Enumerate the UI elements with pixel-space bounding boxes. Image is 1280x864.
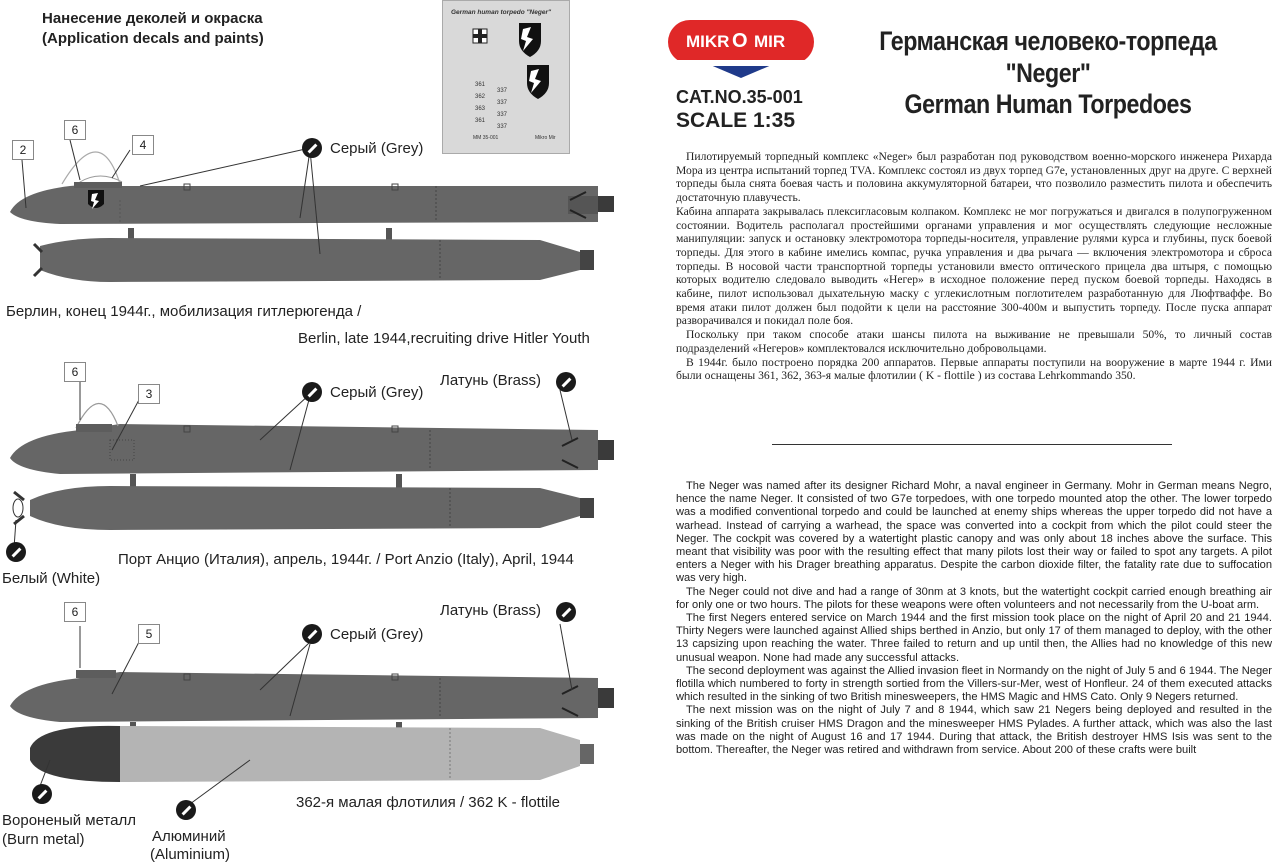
paint-brush-icon — [176, 800, 196, 820]
paint-brush-icon — [302, 624, 322, 644]
caption-berlin-ru: Берлин, конец 1944г., мобилизация гитлерюгенда / — [6, 303, 362, 320]
callout-6: 6 — [64, 602, 86, 622]
label-alu-en: (Aluminium) — [150, 846, 231, 863]
label-alu-ru: Алюминий — [152, 828, 226, 845]
mikro-mir-logo — [668, 20, 814, 80]
callout-2: 2 — [12, 140, 34, 160]
ru-paragraph: Кабина аппарата закрывалась плексигласовым колпаком. Комплекс не мог погружаться и двигался в полупогруженном состоянии. Водитель располагал простейшими органами управления и мог осуществлять следующие несложные манипуляции: запуск и остановку электромотора торпеды-носителя, управление рулями курса и глубины, пуск боевой торпеды. Для этого в кабине имелись компас, ручка управления и два рычага — включения электромотора и сброса торпеды. В носовой части транспортной торпеды установили вместо оптического прицела два штыря, с помощью которых водителю следовало выводить «Негер» в исходное положение перед пуском боевой торпеды. Находясь в кабине, пилот использовал дыхательную маску с углекислотным поглотителем разработанную для Люфтваффе. Во время атаки пилот должен был подойти к цели на расстояние 300-400м и выпустить торпеду. После пуска аппарат разворачивался и покидал поле боя. — [676, 204, 1272, 328]
decal-codes-b: 337 337 337 337 — [497, 88, 508, 130]
en-paragraph: The next mission was on the night of July 7 and 8 1944, which saw 21 Negers being deployed and resulted in the sinking of the British cruiser HMS Dragon and the minesweeper HMS Pylades. A further attack, which was also the last was made on the night of August 16 and 17 1944. During that attack, the British destroyer HMS Isis was sent to the bottom. Thereafter, the Neger was retired and withdrawn from service. About 200 of these crafts were built — [676, 704, 1272, 757]
en-body — [676, 480, 1272, 757]
logo-left-text: MIKR — [686, 32, 730, 51]
callout-5: 5 — [138, 624, 160, 644]
catalog-number: CAT.NO.35-001 — [676, 87, 803, 107]
title-en: German Human Torpedoes — [904, 89, 1192, 119]
en-paragraph: The Neger could not dive and had a range of 30nm at 3 knots, but the watertight cockpit carried enough breathing air for only one or two hours. The pilots for these weapons were often volunteers and not necessarily from the U-boat arm. — [676, 585, 1272, 611]
caption-flottile: 362-я малая флотилия / 362 K - flottile — [296, 794, 561, 811]
callout-4: 4 — [132, 135, 154, 155]
logo-right-text: MIR — [754, 32, 786, 51]
en-paragraph: The second deployment was against the Allied invasion fleet in Normandy on the night of July 5 and 6 1944. The Neger flotilla which numbered to forty in strength sortied from the Villers-sur-Mer, west of Honfleur. 24 of them executed attacks which resulted in the sinking of two British minesweepers, the HMS Magic and HMS Cato. Only 9 Negers returned. — [676, 664, 1272, 704]
callout-6: 6 — [64, 120, 86, 140]
caption-berlin-en: Berlin, late 1944,recruiting drive Hitler Youth — [298, 330, 590, 347]
torpedo-set-1 — [10, 140, 614, 282]
label-grey: Серый (Grey) — [330, 384, 424, 401]
torpedo-set-2 — [10, 380, 614, 548]
ru-paragraph: В 1944г. было построено порядка 200 аппаратов. Первые аппараты поступили на вооружение в марте 1944 г. Ими были оснащены 361, 362, 363-я малые флотилии ( K - flottile ) из состава Lehrkommando 350. — [676, 355, 1272, 383]
decal-header-en: (Application decals and paints) — [42, 30, 264, 47]
paint-brush-icon — [302, 382, 322, 402]
label-white: Белый (White) — [2, 570, 101, 587]
caption-anzio: Порт Анцио (Италия), апрель, 1944г. / Port Anzio (Italy), April, 1944 — [118, 551, 574, 568]
decal-sheet-title: German human torpedo "Neger" — [451, 9, 552, 16]
callout-6: 6 — [64, 362, 86, 382]
divider — [772, 444, 1172, 445]
en-paragraph: The Neger was named after its designer Richard Mohr, a naval engineer in Germany. Mohr in German means Negro, hence the name Neger. It consisted of two G7e torpedoes, with one torpedo mounted atop the other. The lower torpedo was a modified conventional torpedo and could be launched at enemy ships whereas the upper torpedo did not have a warhead. Instead of carrying a warhead, the space was converted into a cockpit from which the pilot could steer the Neger. The cockpit was covered by a watertight plastic canopy and was only about 18 inches above the surface. This meant that visibility was poor with the resulting effect that many pilots lost their way or failed to spot any targets. A pilot enters a Neger with his Drager breathing apparatus. Despite the carbon dioxide filter, the fatality rate due to suffocation was very high. — [676, 480, 1272, 585]
title-ru: Германская человеко-торпеда — [879, 26, 1217, 56]
label-grey: Серый (Grey) — [330, 140, 424, 157]
label-burn-ru: Вороненый металл — [2, 812, 136, 829]
paint-brush-icon — [32, 784, 52, 804]
paint-brush-icon — [556, 372, 576, 392]
logo-mid-text: O — [732, 30, 748, 52]
ru-paragraph: Поскольку при таком способе атаки шансы пилота на выживание не превышали 50%, то личный состав подразделений «Негеров» комплектовался исключительно добровольцами. — [676, 328, 1272, 355]
decal-sheet-brand: Mikro Mir — [535, 135, 556, 141]
paint-brush-icon — [6, 542, 26, 562]
label-burn-en: (Burn metal) — [2, 831, 85, 848]
label-grey: Серый (Grey) — [330, 626, 424, 643]
decal-header-ru: Нанесение деколей и окраска — [42, 10, 263, 27]
ru-paragraph: Пилотируемый торпедный комплекс «Neger» был разработан под руководством военно-морского инженера Рихарда Мора из центра испытаний торпед TVA. Комплекс состоял из двух торпед G7e, установленных друг на друге. С верхней торпеды была снята боевая часть и половина аккумуляторной батареи, что позволило разместить пилота и обеспечить достаточную плавучесть. — [676, 150, 1272, 205]
ru-body — [676, 150, 1272, 383]
torpedo-set-3 — [10, 624, 614, 804]
paint-brush-icon — [556, 602, 576, 622]
en-paragraph: The first Negers entered service on March 1944 and the first mission took place on the night of April 20 and 21 1944. Thirty Negers were launched against Allied ships berthed in Anzio, but only 17 of them managed to deploy, with the other 13 capsizing upon reaching the water. Three failed to return and up until then, the Allies had no knowledge of this new unusual weapon. None had made any successful attacks. — [676, 612, 1272, 664]
paint-brush-icon — [302, 138, 322, 158]
decal-codes-a: 361 362 363 361 — [475, 82, 486, 124]
scale-label: SCALE 1:35 — [676, 109, 796, 132]
label-brass: Латунь (Brass) — [440, 602, 541, 619]
title-neger: "Neger" — [1005, 58, 1091, 88]
label-brass: Латунь (Brass) — [440, 372, 541, 389]
decal-sheet-cat: MM 35-001 — [473, 135, 499, 141]
callout-3: 3 — [138, 384, 160, 404]
